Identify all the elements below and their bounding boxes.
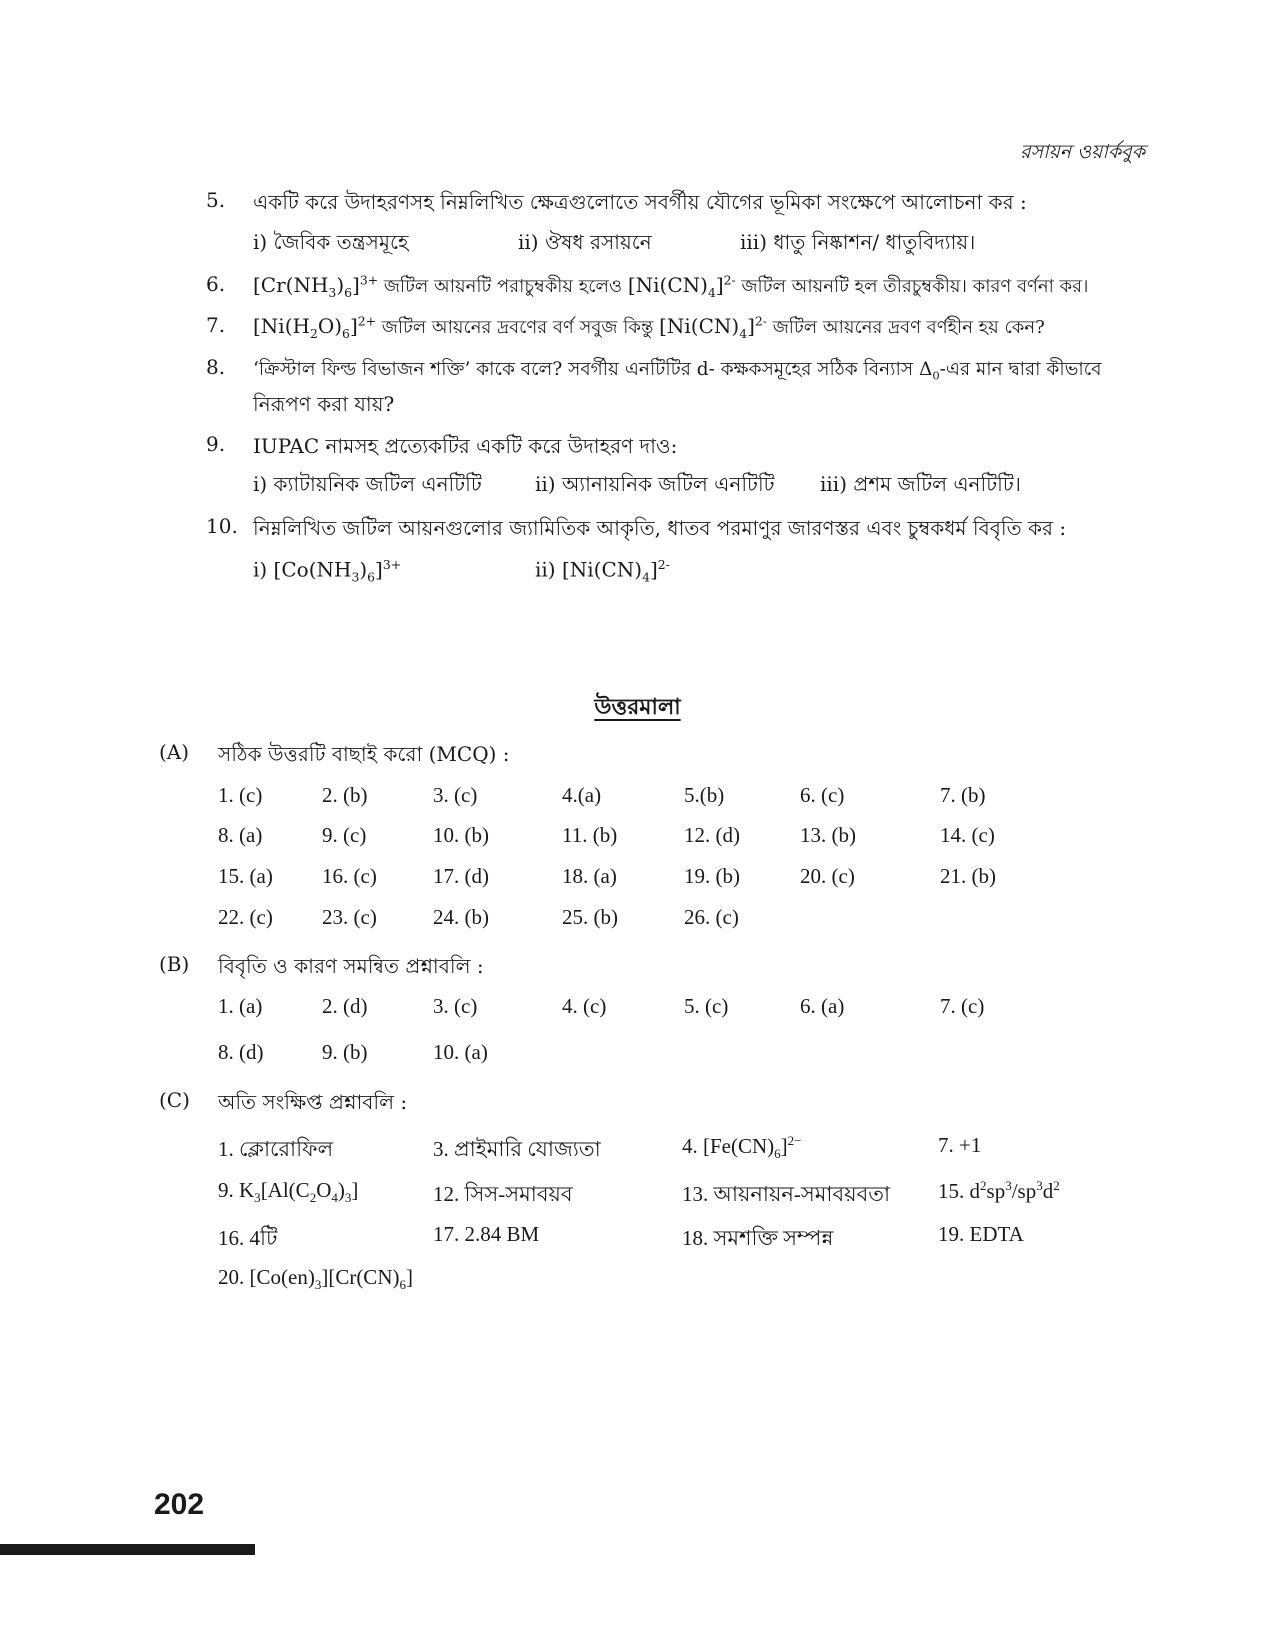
answer-c-3: 3. প্রাইমারি যোজ্যতা [433, 1137, 601, 1161]
section-b-answer: 7. (c) [940, 994, 985, 1018]
section-a-label: (A) [159, 740, 190, 764]
section-b-answer: 3. (c) [433, 994, 478, 1018]
section-a-answer: 2. (b) [322, 783, 368, 807]
section-a-answer: 12. (d) [684, 823, 740, 847]
section-a-answer: 22. (c) [218, 905, 273, 929]
section-a-answer: 21. (b) [940, 864, 996, 888]
section-c-title: অতি সংক্ষিপ্ত প্রশ্নাবলি : [218, 1090, 408, 1114]
question-number-6: 6. [206, 272, 226, 296]
section-a-answer: 10. (b) [433, 823, 489, 847]
question-9-option-2: ii) অ্যানায়নিক জটিল এনটিটি [535, 472, 775, 496]
section-a-answer: 1. (c) [218, 783, 263, 807]
section-a-title: সঠিক উত্তরটি বাছাই করো (MCQ) : [218, 742, 510, 766]
question-10-option-2: ii) $[Ni(CN)_4]^{2-}$ [535, 557, 670, 585]
section-a-answer: 11. (b) [562, 823, 618, 847]
answer-c-17: 17. 2.84 BM [433, 1222, 540, 1246]
section-a-answer: 5.(b) [684, 783, 725, 807]
question-5-option-3: iii) ধাতু নিষ্কাশন/ ধাতুবিদ্যায়। [740, 230, 976, 254]
question-5-option-1: i) জৈবিক তন্ত্রসমূহে [253, 230, 409, 254]
section-a-answer: 13. (b) [800, 823, 856, 847]
section-b-label: (B) [159, 952, 190, 976]
section-a-answer: 19. (b) [684, 864, 740, 888]
answer-c-18: 18. সমশক্তি সম্পন্ন [682, 1226, 834, 1250]
question-10-text: নিম্নলিখিত জটিল আয়নগুলোর জ্যামিতিক আকৃতি, ধাতব পরমাণুর জারণস্তর এবং চুম্বকধর্ম বিবৃতি কর : [253, 516, 1067, 540]
answer-c-16: 16. 4টি [218, 1226, 278, 1250]
question-9-option-3: iii) প্রশম জটিল এনটিটি। [820, 472, 1021, 496]
section-a-answer: 7. (b) [940, 783, 986, 807]
answer-c-15: 15. $d^2sp^3/sp^3d^2$ [938, 1178, 1060, 1203]
section-a-answer: 18. (a) [562, 864, 617, 888]
section-b-answer: 1. (a) [218, 994, 263, 1018]
formula-cr-nh3: $[Cr(NH_3)_6]^{3+}$ [253, 272, 379, 300]
formula-ni-h2o: $[Ni(H_2O)_6]^{2+}$ [253, 313, 377, 341]
section-a-answer: 17. (d) [433, 864, 489, 888]
question-number-8: 8. [206, 355, 226, 379]
section-b-answer: 8. (d) [218, 1040, 264, 1064]
section-a-answer: 6. (c) [800, 783, 845, 807]
answer-c-4: 4. $[Fe(CN)_6]^{2-}$ [682, 1133, 802, 1162]
section-b-answer: 10. (a) [433, 1040, 488, 1064]
answer-c-9: 9. $K_3[Al(C_2O_4)_3]$ [218, 1178, 359, 1206]
section-a-answer: 8. (a) [218, 823, 263, 847]
question-6-text: $[Cr(NH_3)_6]^{3+}$ জটিল আয়নটি পরাচুম্বকীয় হলেও $[Ni(CN)_4]^{2-}$ জটিল আয়নটি হল তীরচুম্বকীয়। কারণ বর্ণনা কর। [253, 272, 1089, 300]
question-number-7: 7. [206, 313, 226, 337]
section-a-answer: 20. (c) [800, 864, 855, 888]
answer-c-13: 13. আয়নায়ন-সমাবয়বতা [682, 1182, 891, 1206]
answer-c-12: 12. সিস-সমাবয়ব [433, 1182, 573, 1206]
formula-ni-cn4: $[Ni(CN)_4]^{2-}$ [659, 313, 767, 341]
page-number: 202 [154, 1488, 205, 1521]
section-b-answer: 6. (a) [800, 994, 845, 1018]
question-number-9: 9. [206, 432, 226, 456]
question-8-text-line-2: নিরূপণ করা যায়? [253, 392, 395, 416]
question-9-text: IUPAC নামসহ প্রত্যেকটির একটি করে উদাহরণ দাও: [253, 434, 678, 458]
formula-ni-cn4: $[Ni(CN)_4]^{2-}$ [627, 272, 736, 300]
section-b-answer: 4. (c) [562, 994, 607, 1018]
footer-bar [0, 1544, 255, 1555]
section-a-answer: 9. (c) [322, 823, 367, 847]
running-header: রসায়ন ওয়ার্কবুক [1020, 141, 1145, 163]
section-a-answer: 23. (c) [322, 905, 377, 929]
section-a-answer: 25. (b) [562, 905, 618, 929]
answer-c-20: 20. $[Co(en)_3][Cr(CN)_6]$ [218, 1265, 413, 1293]
question-10-option-1: i) $[Co(NH_3)_6]^{3+}$ [253, 557, 402, 585]
section-a-answer: 24. (b) [433, 905, 489, 929]
answers-title: উত্তরমালা [594, 694, 681, 720]
section-a-answer: 4.(a) [562, 783, 602, 807]
question-9-option-1: i) ক্যাটায়নিক জটিল এনটিটি [253, 472, 482, 496]
answer-c-1: 1. ক্লোরোফিল [218, 1137, 334, 1161]
question-8-text: ‘ক্রিস্টাল ফিল্ড বিভাজন শক্তি’ কাকে বলে? সবর্গীয় এনটিটির d- কক্ষকসমূহের সঠিক বিন্যাস $\Delta_0-এর$ মান দ্বারা কীভাবে [253, 359, 1102, 383]
question-number-10: 10. [206, 514, 238, 538]
question-number-5: 5. [206, 188, 226, 212]
question-5-option-2: ii) ঔষধ রসায়নে [518, 230, 652, 254]
section-b-answer: 9. (b) [322, 1040, 368, 1064]
section-b-answer: 5. (c) [684, 994, 729, 1018]
section-a-answer: 16. (c) [322, 864, 377, 888]
answer-c-19: 19. EDTA [938, 1222, 1024, 1246]
question-5-text: একটি করে উদাহরণসহ নিম্নলিখিত ক্ষেত্রগুলোতে সবর্গীয় যৌগের ভূমিকা সংক্ষেপে আলোচনা কর : [253, 190, 1027, 214]
answer-c-7: 7. +1 [938, 1133, 982, 1157]
section-a-answer: 14. (c) [940, 823, 995, 847]
section-b-title: বিবৃতি ও কারণ সমন্বিত প্রশ্নাবলি : [218, 954, 484, 978]
section-c-label: (C) [159, 1088, 190, 1112]
section-b-answer: 2. (d) [322, 994, 368, 1018]
question-7-text: $[Ni(H_2O)_6]^{2+}$ জটিল আয়নের দ্রবণের বর্ণ সবুজ কিন্তু $[Ni(CN)_4]^{2-}$ জটিল আয়নের দ্রবণ বর্ণহীন হয় কেন? [253, 313, 1045, 341]
section-a-answer: 3. (c) [433, 783, 478, 807]
section-a-answer: 26. (c) [684, 905, 739, 929]
section-a-answer: 15. (a) [218, 864, 273, 888]
